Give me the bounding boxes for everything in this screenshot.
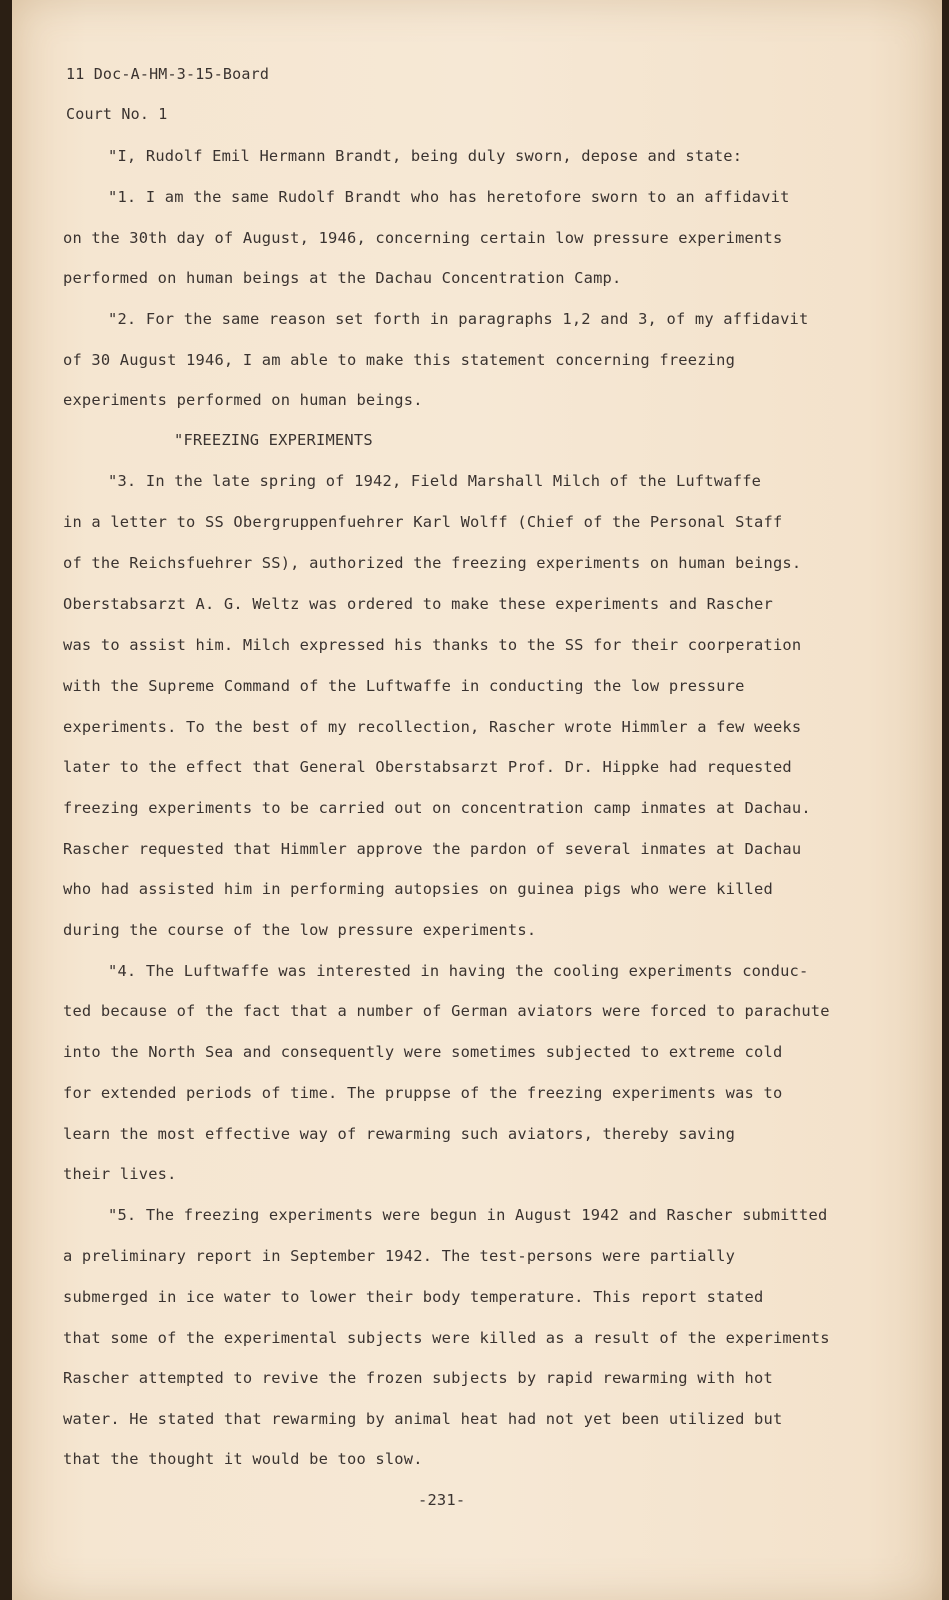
text-line: who had assisted him in performing autopsies on guinea pigs who were killed [63,880,773,898]
text-line: later to the effect that General Oberstabsarzt Prof. Dr. Hippke had requested [63,758,792,776]
text-line: that the thought it would be too slow. [63,1450,423,1468]
text-line: submerged in ice water to lower their body temperature. This report stated [63,1288,764,1306]
text-line: on the 30th day of August, 1946, concerning certain low pressure experiments [63,229,783,247]
text-line: water. He stated that rewarming by animal heat had not yet been utilized but [63,1410,783,1428]
text-line: performed on human beings at the Dachau Concentration Camp. [63,269,622,287]
text-line: into the North Sea and consequently were sometimes subjected to extreme cold [63,1043,783,1061]
text-line: with the Supreme Command of the Luftwaffe in conducting the low pressure [63,677,745,695]
text-line: "1. I am the same Rudolf Brandt who has heretofore sworn to an affidavit [108,188,790,206]
text-line: ted because of the fact that a number of German aviators were forced to parachute [63,1002,830,1020]
text-line: a preliminary report in September 1942. The test-persons were partially [63,1247,736,1265]
document-reference: 11 Doc-A-HM-3-15-Board [66,65,270,83]
text-line: during the course of the low pressure experiments. [63,921,537,939]
page-number: -231- [418,1491,466,1509]
text-line: of 30 August 1946, I am able to make this statement concerning freezing [63,351,736,369]
text-line: learn the most effective way of rewarming such aviators, thereby saving [63,1125,736,1143]
text-line: Rascher requested that Himmler approve the pardon of several inmates at Dachau [63,840,802,858]
text-line: for extended periods of time. The pruppse of the freezing experiments was to [63,1084,783,1102]
text-line: freezing experiments to be carried out on concentration camp inmates at Dachau. [63,799,811,817]
court-number: Court No. 1 [66,105,168,123]
text-line: their lives. [63,1165,177,1183]
text-line: "3. In the late spring of 1942, Field Marshall Milch of the Luftwaffe [108,472,762,490]
text-line: "5. The freezing experiments were begun in August 1942 and Rascher submitted [108,1206,828,1224]
text-line: "2. For the same reason set forth in paragraphs 1,2 and 3, of my affidavit [108,310,809,328]
text-line: "4. The Luftwaffe was interested in having the cooling experiments conduc- [108,962,809,980]
text-line: Rascher attempted to revive the frozen subjects by rapid rewarming with hot [63,1369,773,1387]
text-line: in a letter to SS Obergruppenfuehrer Karl Wolff (Chief of the Personal Staff [63,513,783,531]
text-line: "I, Rudolf Emil Hermann Brandt, being duly sworn, depose and state: [108,147,743,165]
text-line: experiments performed on human beings. [63,391,423,409]
text-line: that some of the experimental subjects were killed as a result of the experiments [63,1329,830,1347]
text-line: of the Reichsfuehrer SS), authorized the freezing experiments on human beings. [63,554,802,572]
text-line: was to assist him. Milch expressed his thanks to the SS for their coorperation [63,636,802,654]
text-line: experiments. To the best of my recollection, Rascher wrote Himmler a few weeks [63,718,802,736]
document-page [12,0,942,1600]
text-line: Oberstabsarzt A. G. Weltz was ordered to make these experiments and Rascher [63,595,773,613]
section-heading: "FREEZING EXPERIMENTS [174,431,373,449]
